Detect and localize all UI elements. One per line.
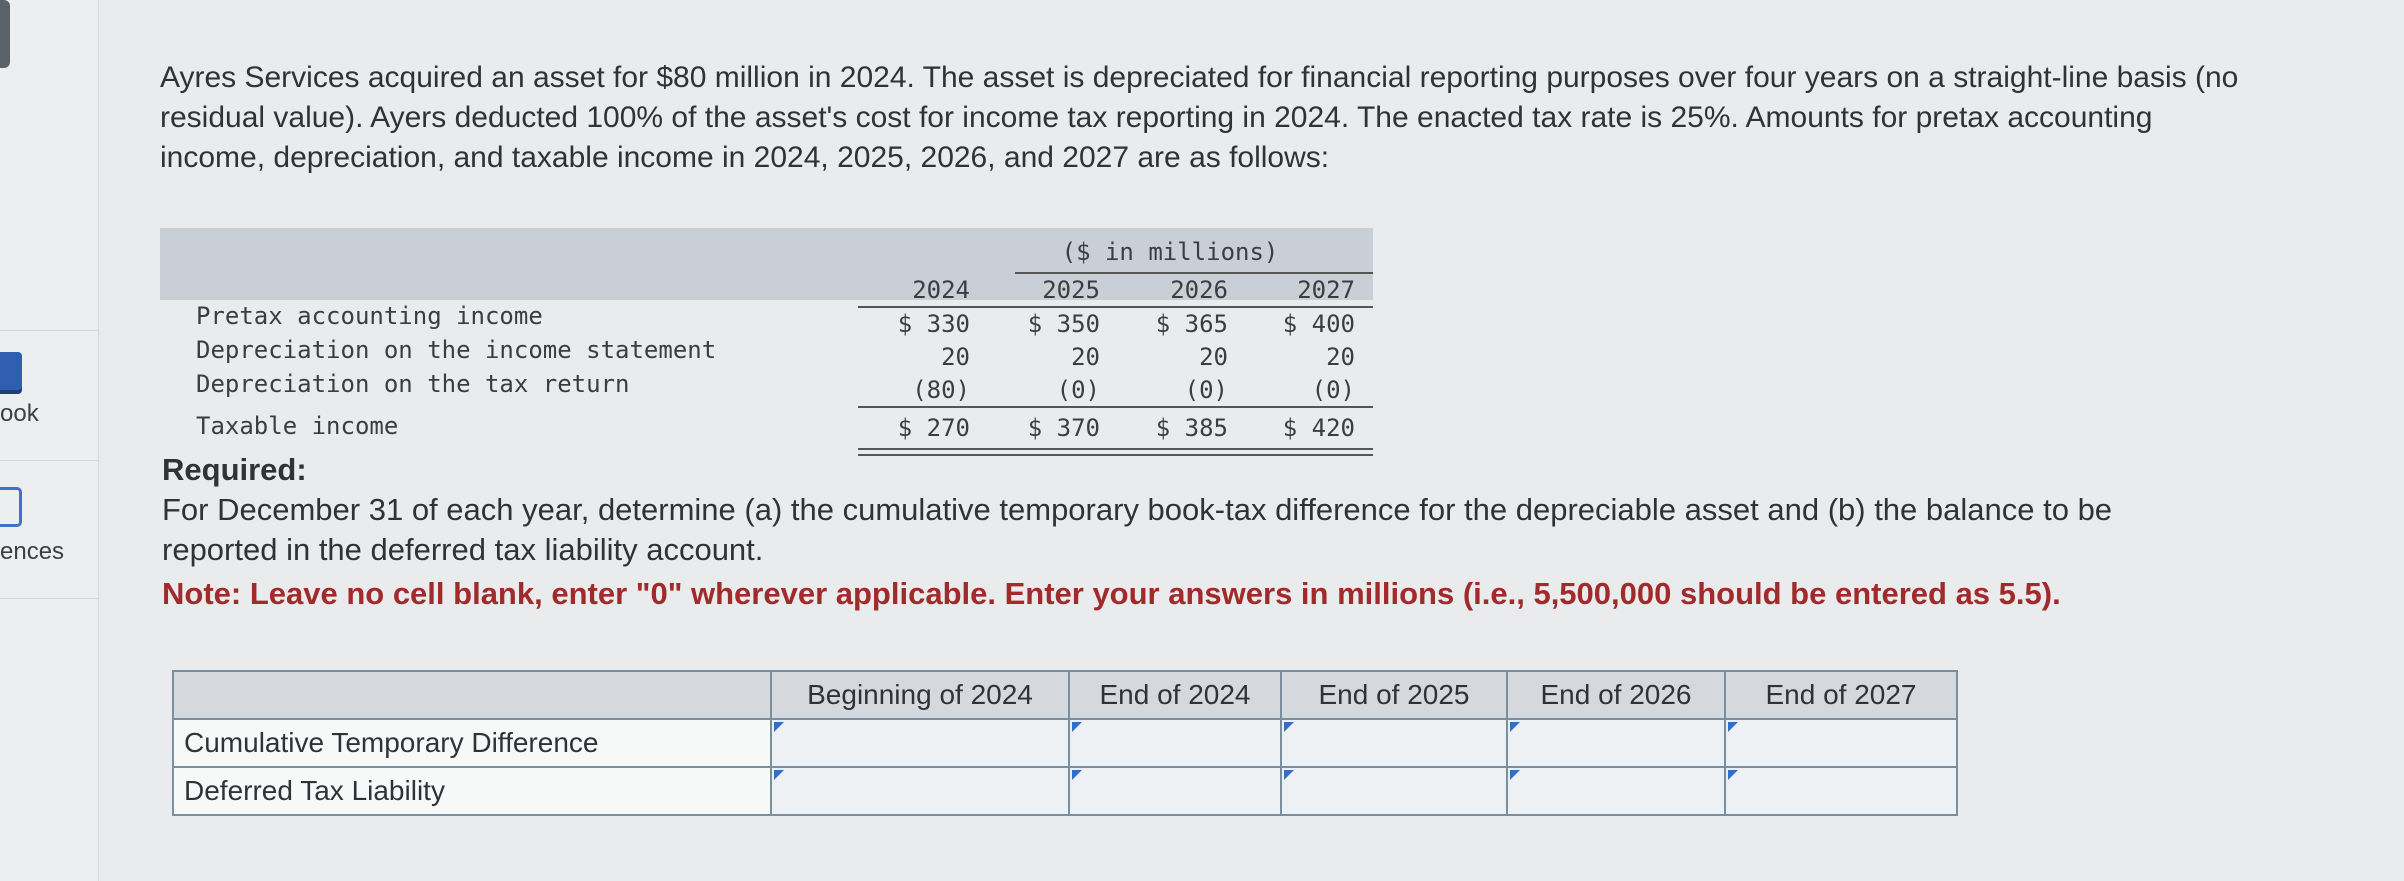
required-text: For December 31 of each year, determine (a) the cumulative temporary book-tax difference for the depreciable asset and (b) the balance to be reported in the deferred tax liability account. <box>162 492 2113 567</box>
input-marker-icon <box>1510 770 1520 780</box>
unit-label: ($ in millions) <box>1061 238 1279 266</box>
table-cell: $ 370 <box>1027 414 1100 442</box>
required-note: Note: Leave no cell blank, enter "0" wherever applicable. Enter your answers in millions (i.e., 5,500,000 should be entered as 5.5). <box>162 576 2061 611</box>
answer-cell <box>771 719 1069 767</box>
answer-cell <box>1281 767 1507 815</box>
table-cell: (0) <box>1311 376 1355 404</box>
ctd-end-2024-input[interactable] <box>1070 721 1280 765</box>
year-header: 2024 <box>912 276 970 304</box>
dtl-end-2024-input[interactable] <box>1070 769 1280 813</box>
table-cell: $ 270 <box>897 414 970 442</box>
answer-cell <box>771 767 1069 815</box>
answer-header-row <box>173 671 1957 719</box>
row-label-deferred-tax-liability: Deferred Tax Liability <box>173 767 771 815</box>
required-title: Required: <box>162 452 307 487</box>
required-section <box>162 450 2242 614</box>
sidebar-item-ebook-label[interactable]: ook <box>0 400 39 427</box>
col-beginning-2024: Beginning of 2024 <box>771 671 1069 719</box>
table-cell: (0) <box>1184 376 1228 404</box>
input-marker-icon <box>1284 722 1294 732</box>
table-cell: 20 <box>941 343 970 371</box>
table-cell: 20 <box>1326 343 1355 371</box>
col-end-2024: End of 2024 <box>1069 671 1281 719</box>
year-header: 2026 <box>1170 276 1228 304</box>
input-marker-icon <box>1284 770 1294 780</box>
dtl-end-2026-input[interactable] <box>1508 769 1724 813</box>
row-label: Taxable income <box>196 412 399 440</box>
col-end-2027: End of 2027 <box>1725 671 1957 719</box>
book-icon[interactable] <box>0 352 22 390</box>
sidebar-divider <box>0 598 98 599</box>
input-marker-icon <box>1728 770 1738 780</box>
sidebar-item-references-label[interactable]: ences <box>0 538 65 565</box>
dtl-end-2025-input[interactable] <box>1282 769 1506 813</box>
row-label-cumulative-difference: Cumulative Temporary Difference <box>173 719 771 767</box>
input-marker-icon <box>1072 770 1082 780</box>
input-marker-icon <box>774 770 784 780</box>
references-icon[interactable] <box>0 487 22 527</box>
row-label: Pretax accounting income <box>196 302 543 330</box>
blank-header-cell <box>173 671 771 719</box>
table-row <box>173 767 1957 815</box>
sidebar-divider <box>0 330 98 331</box>
answer-cell <box>1281 719 1507 767</box>
table-cell: (80) <box>912 376 970 404</box>
dtl-end-2027-input[interactable] <box>1726 769 1956 813</box>
problem-statement: Ayres Services acquired an asset for $80 million in 2024. The asset is depreciated for financial reporting purposes over four years on a straight-line basis (no residual value). Ayers deducted 100% of the asset's cost for income tax reporting in 2024. The enacted tax rate is 25%. Amounts for pretax accounting income, depreciation, and taxable income in 2024, 2025, 2026, and 2027 are as follows: <box>160 61 2239 174</box>
table-cell: (0) <box>1056 376 1100 404</box>
table-cell: $ 385 <box>1155 414 1228 442</box>
table-cell: $ 350 <box>1027 310 1100 338</box>
header-rule <box>858 306 1373 308</box>
answer-cell <box>1507 767 1725 815</box>
answer-cell <box>1069 719 1281 767</box>
ctd-end-2027-input[interactable] <box>1726 721 1956 765</box>
input-marker-icon <box>1728 722 1738 732</box>
year-header: 2025 <box>1042 276 1100 304</box>
table-cell: 20 <box>1199 343 1228 371</box>
answer-table <box>172 670 1958 816</box>
sidebar <box>0 0 99 881</box>
table-row <box>173 719 1957 767</box>
row-label: Depreciation on the tax return <box>196 370 630 398</box>
row-label: Depreciation on the income statement <box>196 336 717 364</box>
answer-cell <box>1725 767 1957 815</box>
ctd-beginning-2024-input[interactable] <box>772 721 1068 765</box>
year-header: 2027 <box>1297 276 1355 304</box>
table-cell: $ 330 <box>897 310 970 338</box>
col-end-2026: End of 2026 <box>1507 671 1725 719</box>
table-cell: $ 420 <box>1282 414 1355 442</box>
sidebar-scroll-handle[interactable] <box>0 0 10 68</box>
sidebar-divider <box>0 460 98 461</box>
col-end-2025: End of 2025 <box>1281 671 1507 719</box>
input-marker-icon <box>1072 722 1082 732</box>
unit-underline <box>1015 272 1373 274</box>
table-cell: $ 400 <box>1282 310 1355 338</box>
ctd-end-2026-input[interactable] <box>1508 721 1724 765</box>
table-cell: 20 <box>1071 343 1100 371</box>
answer-cell <box>1725 719 1957 767</box>
table-cell: $ 365 <box>1155 310 1228 338</box>
answer-cell <box>1069 767 1281 815</box>
question-content <box>160 58 2240 178</box>
input-marker-icon <box>774 722 784 732</box>
given-data-table <box>160 228 1373 460</box>
ctd-end-2025-input[interactable] <box>1282 721 1506 765</box>
subtotal-rule <box>858 406 1373 408</box>
answer-cell <box>1507 719 1725 767</box>
dtl-beginning-2024-input[interactable] <box>772 769 1068 813</box>
input-marker-icon <box>1510 722 1520 732</box>
